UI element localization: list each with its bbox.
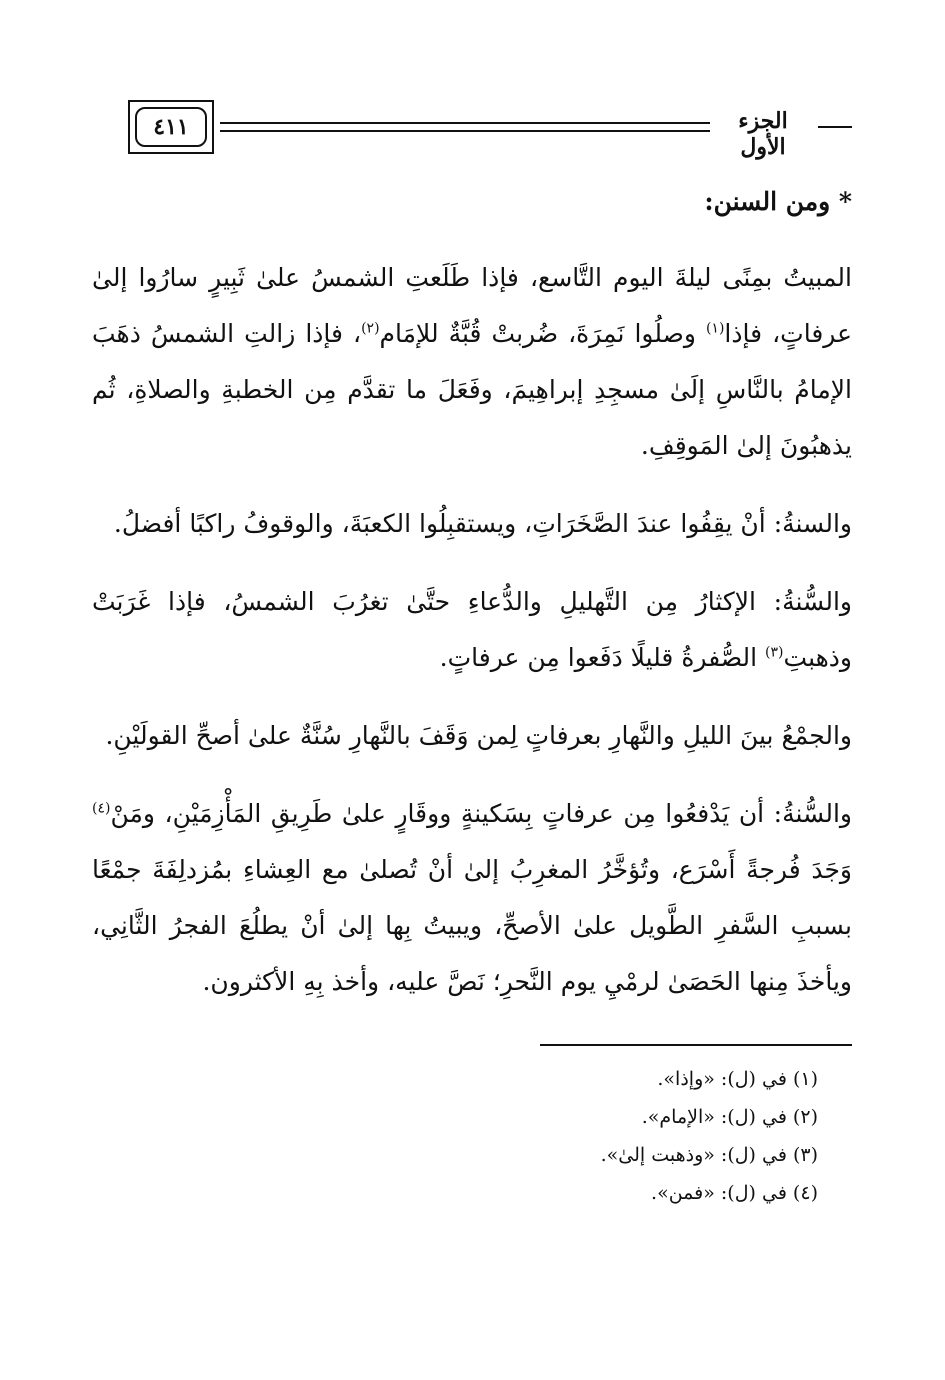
footnote-ref-3: (٣) — [765, 644, 784, 661]
footnotes — [92, 1060, 852, 1212]
paragraph-1-part-c: ، فإذا زالتِ الشمسُ ذهَبَ الإمامُ بالنَّاسِ إلَىٰ مسجِدِ إبراهِيمَ، وفَعَلَ ما تقدَّم مِن الخطبةِ والصلاةِ، ثُم يذهبُونَ إلىٰ المَوقِفِ. — [92, 319, 852, 460]
footnote-ref-4: (٤) — [92, 800, 111, 817]
paragraph-3 — [92, 574, 852, 686]
footnote-ref-1: (١) — [705, 320, 725, 337]
footnote-separator — [540, 1044, 852, 1046]
paragraph-5-part-a: والسُّنةُ: أن يَدْفعُوا مِن عرفاتٍ بِسَكينةٍ ووقَارٍ علىٰ طَرِيقِ المَأْزِمَيْنِ، ومَنْ — [110, 799, 852, 828]
paragraph-1-part-a: المبيتُ بمِنًى ليلةَ اليوم التَّاسع، فإذا طَلَعتِ الشمسُ علىٰ ثَبِيرٍ سارُوا إلىٰ عرفاتٍ، فإذا — [92, 263, 852, 348]
paragraph-3-part-b: الصُّفرةُ قليلًا دَفَعوا مِن عرفاتٍ. — [439, 643, 766, 672]
running-title: الجزء الأول — [738, 108, 788, 160]
paragraph-1 — [92, 250, 852, 474]
paragraph-2: والسنةُ: أنْ يقِفُوا عندَ الصَّخَرَاتِ، ويستقبِلُوا الكعبَةَ، والوقوفُ راكبًا أفضلُ. — [113, 509, 852, 538]
section-heading: * ومن السنن: — [704, 187, 852, 216]
footnote-ref-2: (٢) — [361, 320, 380, 337]
page-number: ٤١١ — [135, 107, 207, 147]
paragraph-3-part-a: والسُّنةُ: الإكثارُ مِن التَّهليلِ والدُّعاءِ حتَّىٰ تغرُبَ الشمسُ، فإذا غَرَبَتْ وذهبتِ — [92, 587, 852, 672]
paragraph-1-part-b: وصلُوا نَمِرَةَ، ضُربتْ قُبَّةٌ للإمَام — [379, 319, 706, 348]
paragraph-4: والجمْعُ بينَ الليلِ والنَّهارِ بعرفاتٍ لِمن وَقَفَ بالنَّهارِ سُنَّةٌ علىٰ أصحِّ القولَيْنِ. — [105, 721, 852, 750]
page-number-frame — [128, 100, 214, 154]
paragraph-5 — [92, 786, 852, 1010]
footnote-1: (١) في (ل): «وإذا». — [657, 1068, 818, 1090]
header-double-rule — [220, 122, 710, 132]
footnote-3: (٣) في (ل): «وذهبت إلىٰ». — [600, 1144, 818, 1166]
footnote-2: (٢) في (ل): «الإمام». — [641, 1106, 818, 1128]
paragraph-5-part-b: وَجَدَ فُرجةً أَسْرَع، وتُؤخَّرُ المغرِبُ إلىٰ أنْ تُصلىٰ مع العِشاءِ بمُزدلِفَةَ جمْعًا بسببِ السَّفرِ الطَّويل علىٰ الأصحِّ، ويبيتُ بِها إلىٰ أنْ يطلُعَ الفجرُ الثَّانِي، ويأخذَ مِنها الحَصَىٰ لرمْيِ يوم النَّحرِ؛ نَصَّ عليه، وأخذ بِهِ الأكثرون. — [92, 855, 852, 996]
header-short-rule — [818, 126, 852, 128]
main-text — [92, 182, 852, 1032]
page-header — [128, 100, 852, 160]
footnote-4: (٤) في (ل): «فمن». — [651, 1182, 818, 1204]
